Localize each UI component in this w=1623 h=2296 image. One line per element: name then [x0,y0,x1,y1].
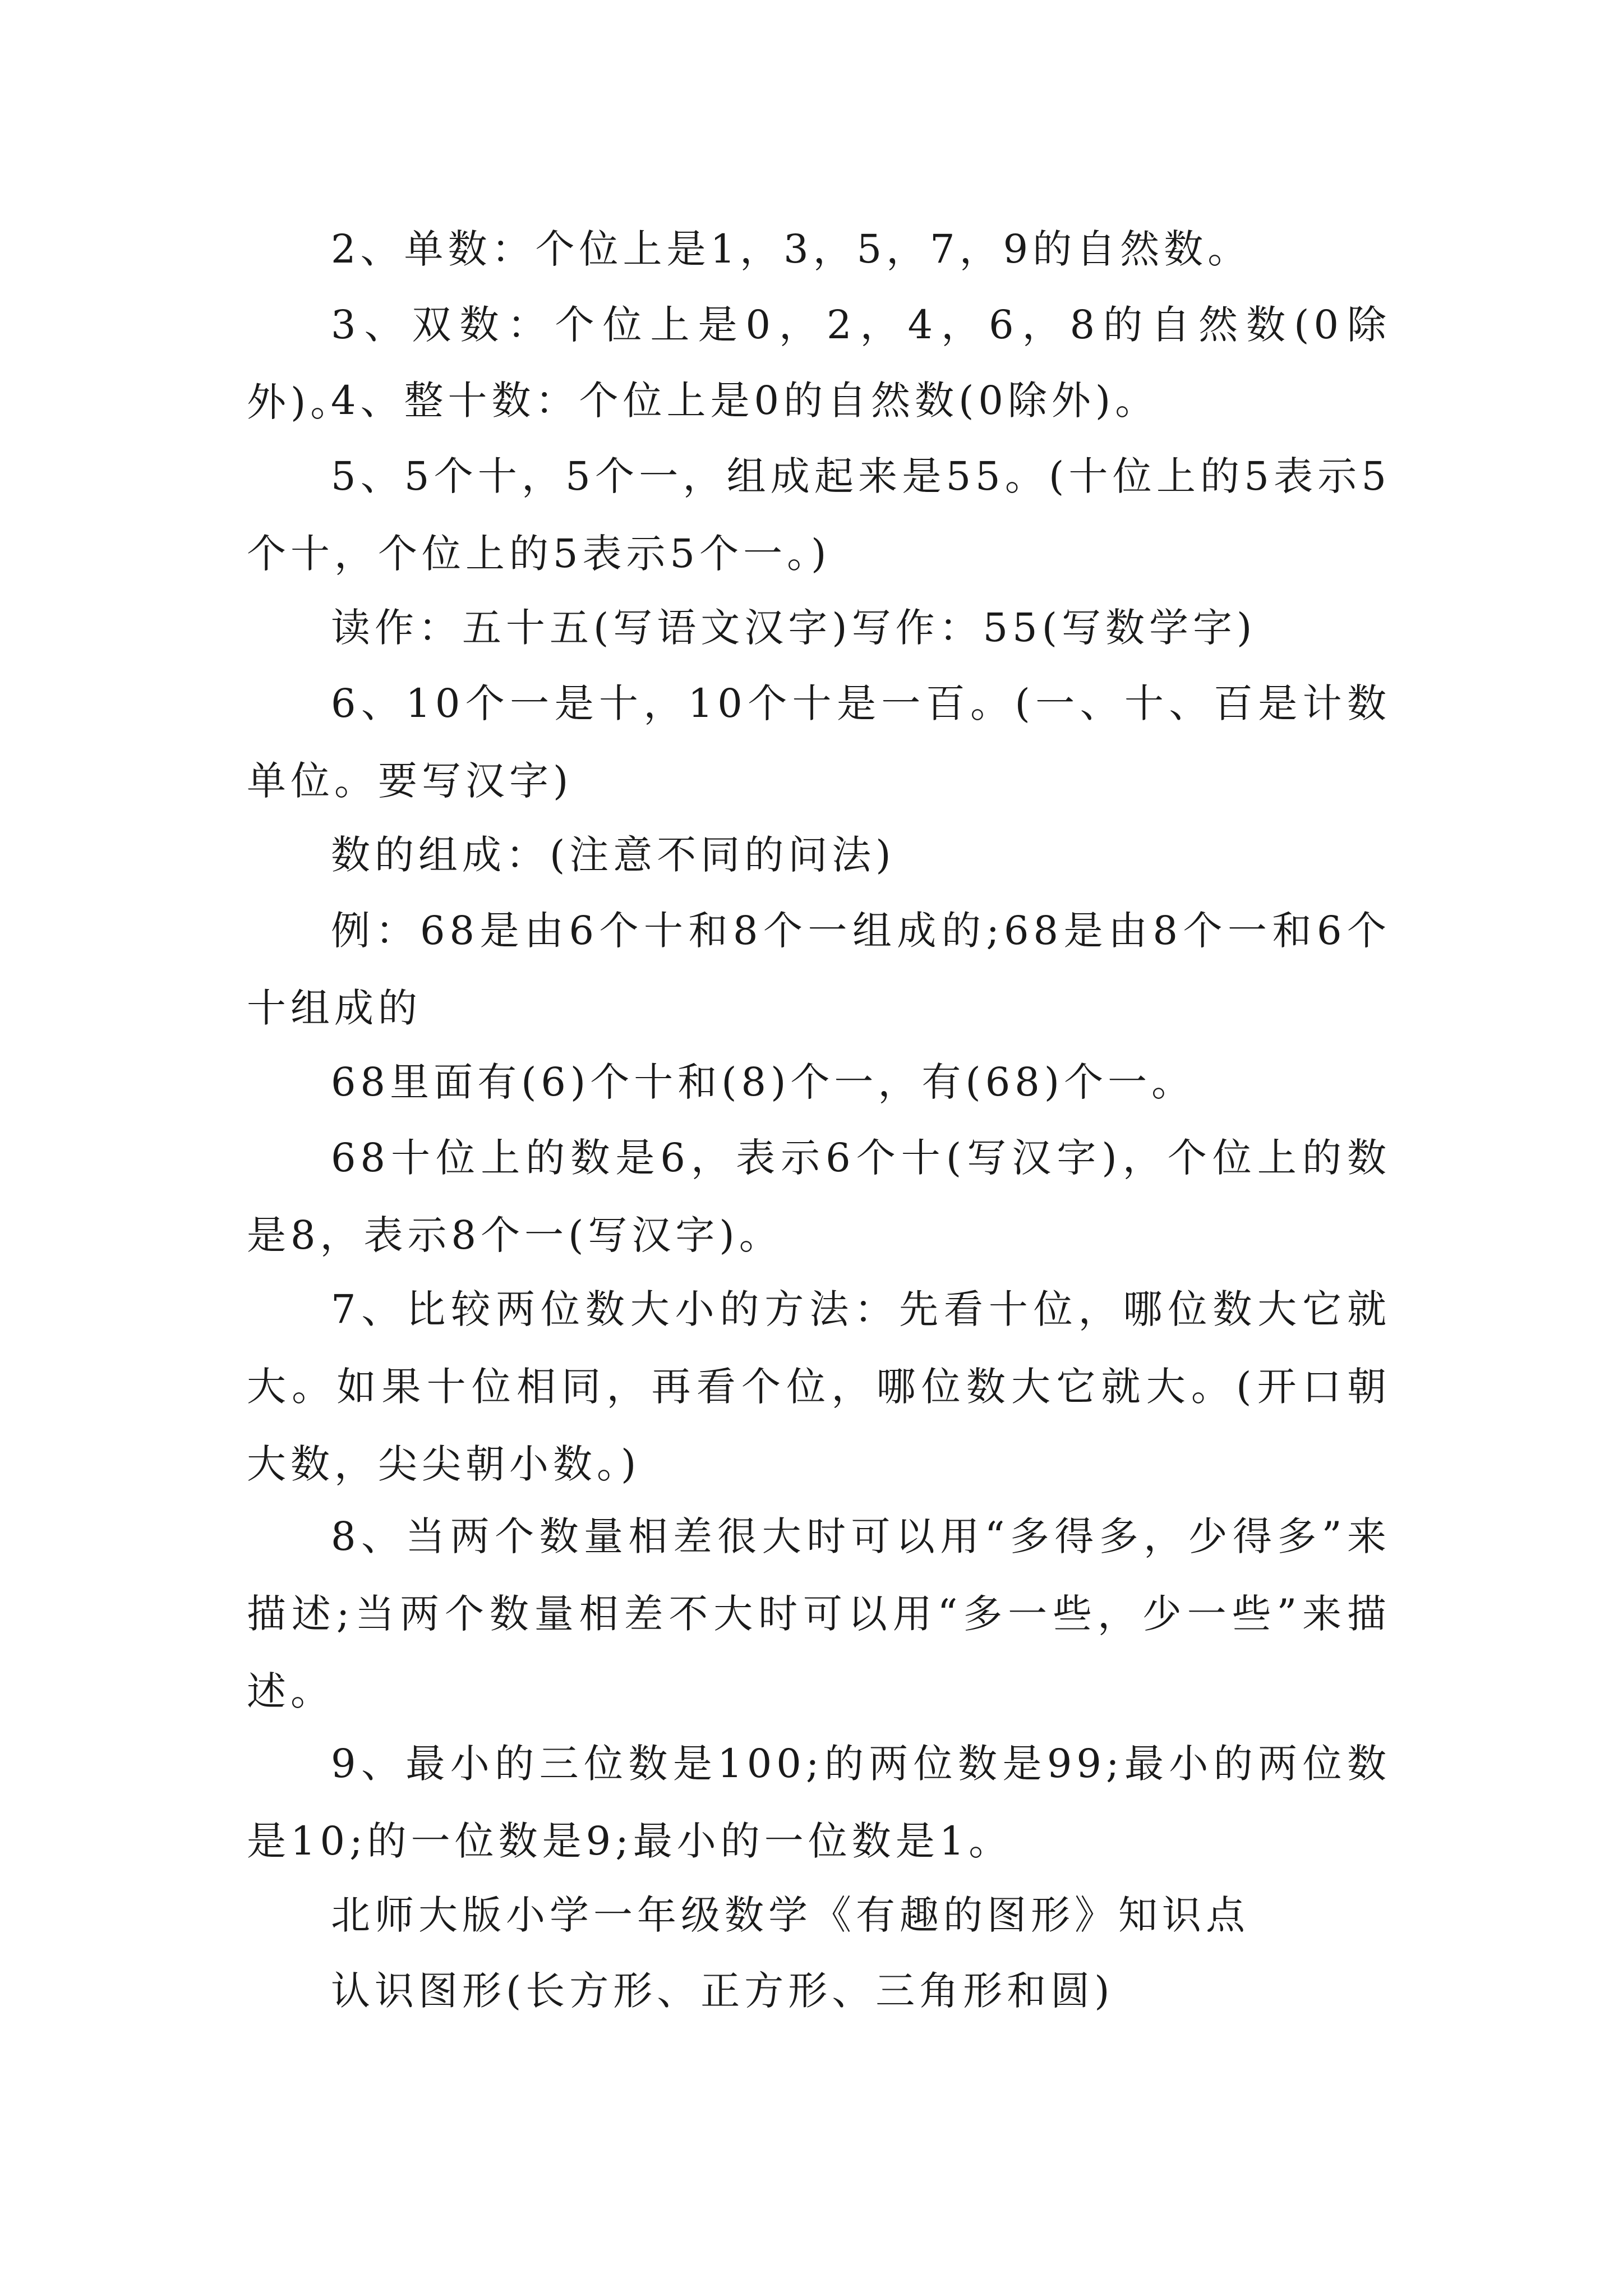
paragraph-68-place-values: 68十位上的数是6，表示6个十(写汉字)，个位上的数是8，表示8个一(写汉字)。 [247,1135,1391,1258]
paragraph-smallest-largest: 9、最小的三位数是100;的两位数是99;最小的两位数是10;的一位数是9;最小的一位数是1。 [247,1741,1391,1864]
paragraph-68-contains: 68里面有(6)个十和(8)个一，有(68)个一。 [331,1059,1196,1105]
paragraph-describing-differences: 8、当两个数量相差很大时可以用“多得多，少得多”来描述;当两个数量相差不大时可以用“多一些，少一些”来描述。 [247,1513,1391,1714]
section-heading-shapes: 北师大版小学一年级数学《有趣的图形》知识点 [331,1892,1249,1938]
paragraph-number-composition-heading: 数的组成：(注意不同的问法) [331,832,896,878]
paragraph-whole-tens: 4、整十数：个位上是0的自然数(0除外)。 [331,378,1159,424]
paragraph-recognize-shapes: 认识图形(长方形、正方形、三角形和圆) [331,1968,1114,2014]
paragraph-comparing-numbers: 7、比较两位数大小的方法：先看十位，哪位数大它就大。如果十位相同，再看个位，哪位数大它就大。(开口朝大数，尖尖朝小数。) [247,1286,1391,1487]
paragraph-example-68: 例：68是由6个十和8个一组成的;68是由8个一和6个十组成的 [247,908,1391,1031]
paragraph-even-numbers: 3、双数：个位上是0，2，4，6，8的自然数(0除外)。 [247,302,1391,425]
paragraph-counting-units: 6、10个一是十，10个十是一百。(一、十、百是计数单位。要写汉字) [247,680,1391,804]
paragraph-odd-numbers: 2、单数：个位上是1，3，5，7，9的自然数。 [331,226,1252,272]
paragraph-read-write: 读作：五十五(写语文汉字)写作：55(写数学字) [331,605,1257,651]
paragraph-composition-55: 5、5个十，5个一，组成起来是55。(十位上的5表示5个十，个位上的5表示5个一。) [247,453,1391,577]
